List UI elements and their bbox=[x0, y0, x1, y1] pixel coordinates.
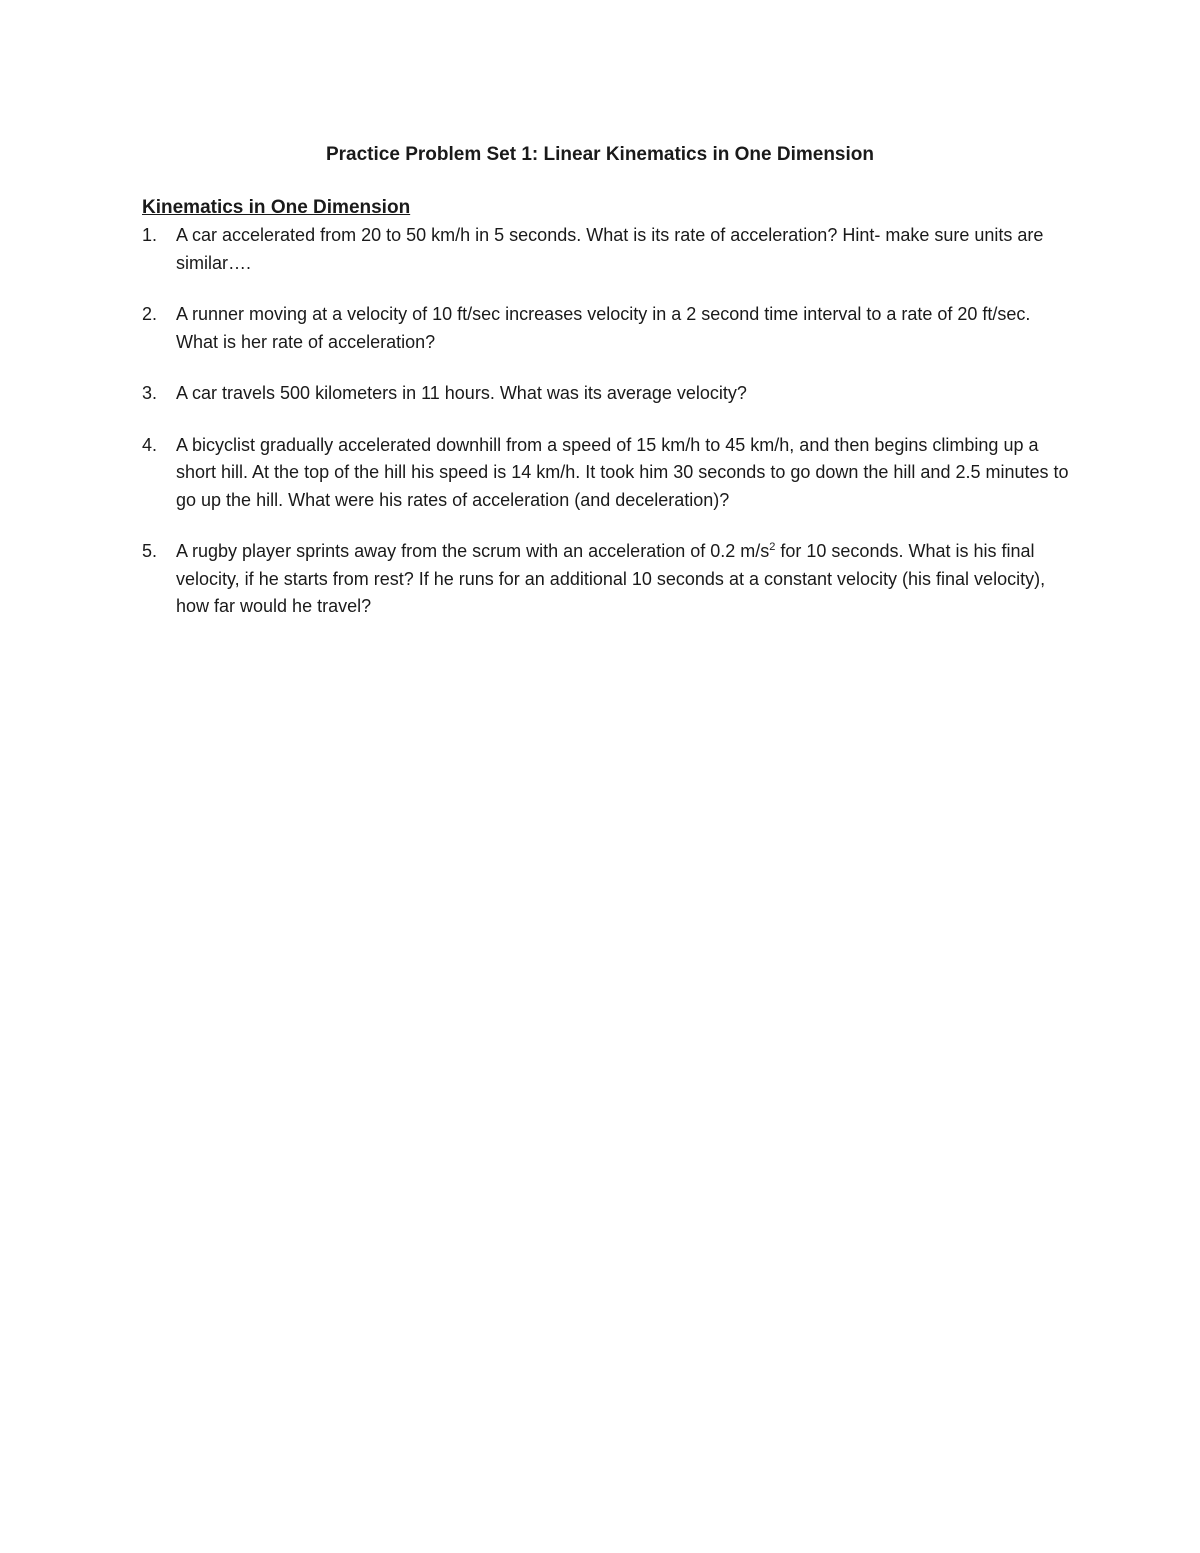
problem-number: 3. bbox=[142, 383, 158, 403]
problem-item-3 bbox=[142, 380, 1072, 408]
problem-text: A runner moving at a velocity of 10 ft/sec increases velocity in a 2 second time interval to a rate of 20 ft/sec. What is her rate of acceleration? bbox=[176, 304, 1031, 352]
superscript-exponent: 2 bbox=[769, 541, 776, 553]
problem-text bbox=[176, 541, 1045, 616]
problem-list bbox=[142, 222, 1072, 645]
problem-number: 5. bbox=[142, 541, 158, 561]
problem-text: A car accelerated from 20 to 50 km/h in 5 seconds. What is its rate of acceleration? Hint- make sure units are similar…. bbox=[176, 225, 1044, 273]
problem-text: A bicyclist gradually accelerated downhill from a speed of 15 km/h to 45 km/h, and then begins climbing up a short hill. At the top of the hill his speed is 14 km/h. It took him 30 seconds to go down the hill and 2.5 minutes to go up the hill. What were his rates of acceleration (and deceleration)? bbox=[176, 434, 1069, 510]
problem-number: 1. bbox=[142, 225, 158, 245]
document-title: Practice Problem Set 1: Linear Kinematics in One Dimension bbox=[325, 144, 874, 165]
problem-text-part: for 10 seconds. What is his final velocity, if he starts from rest? If he runs for an additional 10 seconds at a constant velocity (his final velocity), how far would he travel? bbox=[176, 541, 1046, 616]
problem-item-2 bbox=[142, 301, 1072, 356]
problem-text-part: A rugby player sprints away from the scrum with an acceleration of 0.2 m/s bbox=[176, 541, 770, 561]
problem-number: 4. bbox=[142, 434, 158, 455]
problem-number: 2. bbox=[142, 304, 158, 324]
section-heading: Kinematics in One Dimension bbox=[142, 197, 411, 218]
problem-item-1 bbox=[142, 222, 1072, 277]
problem-item-5 bbox=[142, 538, 1072, 621]
problem-text: A car travels 500 kilometers in 11 hours. What was its average velocity? bbox=[176, 383, 747, 403]
problem-item-4 bbox=[142, 432, 1072, 515]
